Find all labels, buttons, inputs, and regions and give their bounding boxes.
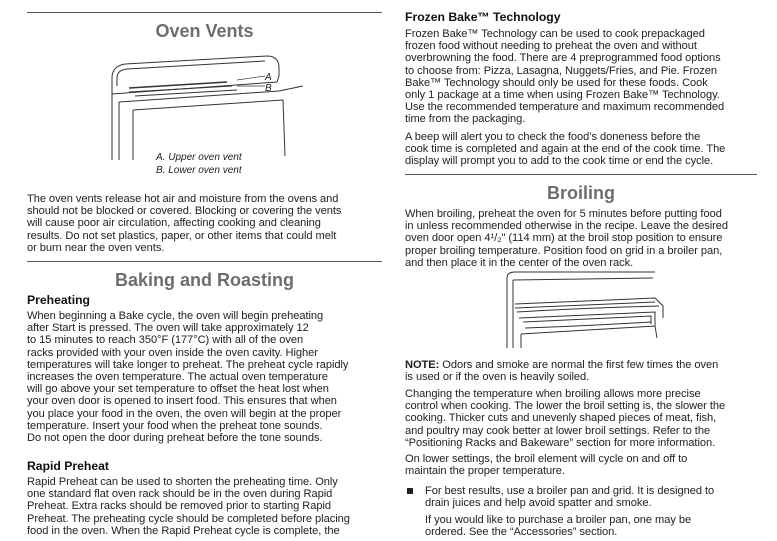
broiling-heading: Broiling	[547, 183, 615, 203]
frozen-bake-paragraph-1: Frozen Bake™ Technology can be used to cook prepackaged frozen food without needing to preheat the oven and without overbrowning the food. There are 4 preprogrammed food options to choose from: Pizza, Lasagna, Nuggets/Fries, and Pie. Frozen Bake™ Technology should only be used for these foods. Cook only 1 package at a time when using Frozen Bake™ Technology. Use the recommended temperature and maximum recommended time from the packaging.	[405, 28, 725, 126]
note-label: NOTE:	[405, 359, 440, 371]
oven-vents-paragraph: The oven vents release hot air and moisture from the ovens and should not be blocked or covered. Blocking or covering the vents will cause poor air circulation, affecting cooking and cleaning results. Do not set plastics, paper, or other items that could melt or burn near the oven vents.	[27, 193, 342, 254]
vent-label-b: B	[265, 83, 272, 94]
frozen-bake-paragraph-2: A beep will alert you to check the food’s doneness before the cook time is completed and again at the end of the cook time. The display will prompt you to add to the cook time or end the cycle.	[405, 131, 726, 168]
top-rule	[27, 12, 382, 13]
broiling-paragraph-3: On lower settings, the broil element will cycle on and off to maintain the proper temperature.	[405, 453, 688, 478]
broiling-rule	[405, 174, 757, 175]
preheating-title: Preheating	[27, 293, 90, 307]
baking-roasting-heading: Baking and Roasting	[114, 270, 294, 290]
frozen-bake-title: Frozen Bake™ Technology	[405, 10, 561, 24]
broiling-note: NOTE: Odors and smoke are normal the first few times the oven is used or if the oven is heavily soiled.	[405, 359, 719, 384]
broiling-paragraph-2: Changing the temperature when broiling allows more precise control when cooking. The lower the broil setting is, the slower the cooking. Thicker cuts and unevenly shaped pieces of meat, fish, and poultry may cook better at lower broil settings. Refer to the “Positioning Racks and Bakeware” section for more information.	[405, 388, 726, 449]
vent-label-a: A	[265, 72, 272, 83]
oven-vents-illustration	[107, 48, 307, 160]
rapid-preheat-title: Rapid Preheat	[27, 459, 109, 473]
rapid-preheat-paragraph: Rapid Preheat can be used to shorten the preheating time. Only one standard flat oven rack should be in the oven during Rapid Preheat. Extra racks should be removed prior to starting Rapid Preheat. The preheating cycle should be completed before placing food in the oven. When the Rapid Preheat cycle is complete, the	[27, 476, 350, 537]
broiling-bullet: For best results, use a broiler pan and grid. It is designed to drain juices and help avoid spatter and smoke.	[425, 485, 715, 510]
broiling-paragraph-1: When broiling, preheat the oven for 5 minutes before putting food in unless recommended otherwise in the recipe. Leave the desired oven door open 4¹/₂" (114 mm) at the broil stop position to ensure proper broiling temperature. Position food on grid in a broiler pan, and then place it in the center of the oven rack.	[405, 208, 729, 269]
broil-door-illustration	[505, 268, 665, 348]
caption-upper-vent: A. Upper oven vent	[156, 152, 242, 163]
section-rule	[27, 261, 382, 262]
broiling-bullet-sub: If you would like to purchase a broiler pan, one may be ordered. See the “Accessories” section.	[425, 514, 692, 539]
caption-lower-vent: B. Lower oven vent	[156, 165, 242, 176]
bullet-square-icon	[407, 488, 413, 494]
preheating-paragraph: When beginning a Bake cycle, the oven will begin preheating after Start is pressed. The oven will take approximately 12 to 15 minutes to reach 350°F (177°C) with all of the oven racks provided with your oven inside the oven cavity. Higher temperatures will take longer to preheat. The preheat cycle rapidly increases the oven temperature. The actual oven temperature will go above your set temperature to offset the heat lost when your oven door is opened to insert food. This ensures that when you place your food in the oven, the oven will begin at the proper temperature. Insert your food when the preheat tone sounds. Do not open the door during preheat before the tone sounds.	[27, 310, 349, 445]
oven-vents-heading: Oven Vents	[155, 21, 254, 41]
